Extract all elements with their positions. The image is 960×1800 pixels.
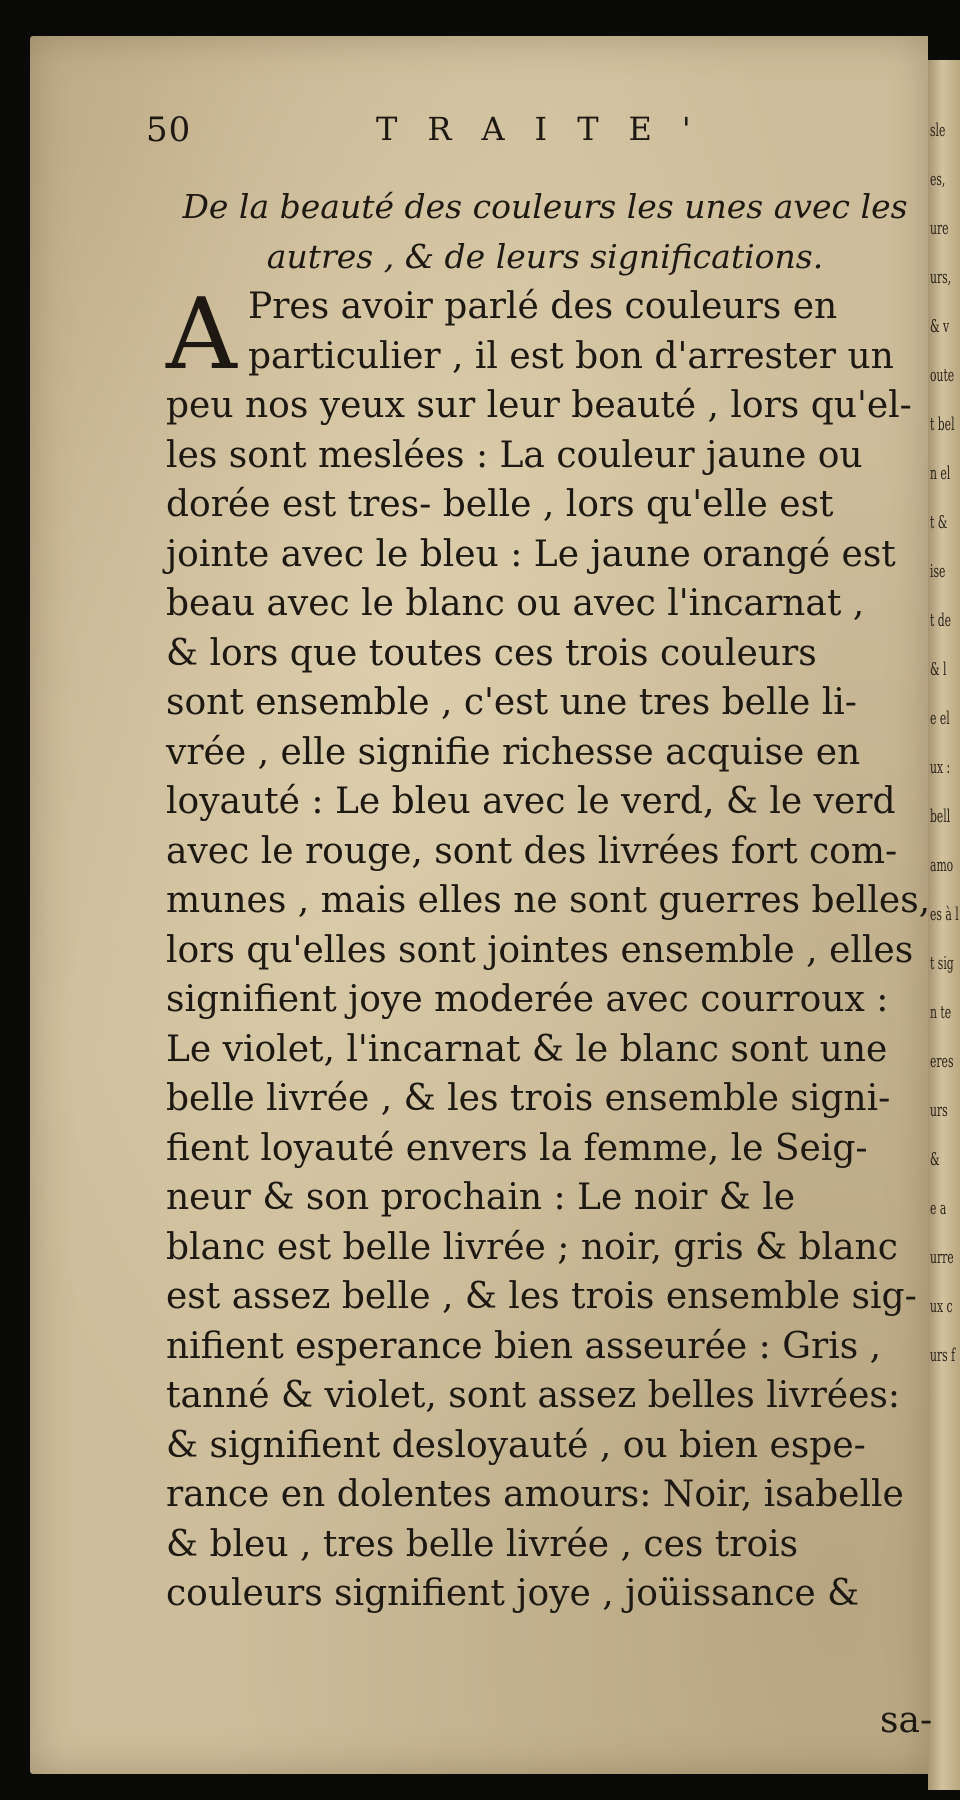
facing-page-fragment: t sig [930, 953, 954, 974]
text-line: loyauté : Le bleu avec le verd, & le verd [166, 781, 896, 822]
text-line: munes , mais elles ne sont guerres belles, [166, 880, 931, 921]
facing-page-fragment: & [930, 1149, 940, 1170]
section-heading-line: De la beauté des couleurs les unes avec les [182, 187, 908, 226]
text-line: les sont meslées : La couleur jaune ou [166, 434, 863, 476]
facing-page-fragment: eres [930, 1051, 954, 1072]
facing-page-fragment: ux : [930, 757, 951, 778]
page-header [146, 110, 836, 158]
section-heading [160, 182, 930, 282]
facing-page-fragment: t bel [930, 414, 955, 435]
text-line: blanc est belle livrée ; noir, gris & blanc [166, 1226, 898, 1268]
text-line: belle livrée , & les trois ensemble signi- [166, 1078, 891, 1119]
facing-page-fragment: e el [930, 708, 950, 729]
text-line: & lors que toutes ces trois couleurs [166, 632, 817, 674]
text-line: couleurs signifient joye , joüissance & [166, 1573, 860, 1614]
facing-page-fragment: n el [930, 463, 951, 484]
facing-page-fragment: urs f [930, 1345, 956, 1366]
facing-page-fragment: e a [930, 1198, 947, 1219]
text-line: Le violet, l'incarnat & le blanc sont une [166, 1028, 888, 1070]
text-line: peu nos yeux sur leur beauté , lors qu'el- [166, 385, 912, 426]
text-line: neur & son prochain : Le noir & le [166, 1177, 796, 1218]
facing-page-fragment: t & [930, 512, 948, 533]
section-heading-line: autres , & de leurs significations. [266, 237, 824, 276]
facing-page-fragment: oute [930, 365, 955, 386]
facing-page-fragment: ure [930, 218, 949, 239]
text-line: lors qu'elles sont jointes ensemble , elles [166, 929, 914, 971]
facing-page-fragment: urs, [930, 267, 952, 288]
text-line: nifient esperance bien asseurée : Gris , [166, 1325, 882, 1367]
facing-page-fragment: es à l [930, 904, 959, 925]
text-line: signifient joye moderée avec courroux : [166, 979, 889, 1020]
text-line: avec le rouge, sont des livrées fort com- [166, 830, 898, 872]
facing-page-fragment: & v [930, 316, 950, 337]
text-line: tanné & violet, sont assez belles livrées: [166, 1375, 900, 1416]
text-line: dorée est tres- belle , lors qu'elle est [166, 484, 834, 525]
facing-page-fragment: amo [930, 855, 954, 876]
facing-page-fragment: urre [930, 1247, 954, 1268]
facing-page-fragment: t de [930, 610, 952, 631]
text-line: rance en dolentes amours: Noir, isabelle [166, 1474, 904, 1515]
facing-page-fragment: es, [930, 169, 946, 190]
facing-page-fragment: sle [930, 120, 946, 141]
text-line: vrée , elle signifie richesse acquise en [166, 731, 861, 773]
drop-cap: A [166, 278, 237, 392]
facing-page-fragment: bell [930, 806, 951, 827]
text-line: Pres avoir parlé des couleurs en [248, 286, 838, 327]
running-title: TRAITE' [376, 110, 721, 148]
page-number: 50 [146, 110, 192, 150]
text-line: sont ensemble , c'est une tres belle li- [166, 682, 857, 723]
text-line: jointe avec le bleu : Le jaune orangé est [166, 533, 896, 575]
text-line: & bleu , tres belle livrée , ces trois [166, 1523, 799, 1565]
facing-page-fragment: n te [930, 1002, 952, 1023]
facing-page-fragment: & l [930, 659, 947, 680]
facing-page-fragment: urs [930, 1100, 948, 1121]
text-line: est assez belle , & les trois ensemble sig- [166, 1276, 917, 1317]
facing-page-fragment: ise [930, 561, 946, 582]
text-line: & signifient desloyauté , ou bien espe- [166, 1424, 866, 1466]
body-text [166, 278, 936, 1619]
facing-page-fragment: ux c [930, 1296, 953, 1317]
text-line: particulier , il est bon d'arrester un [248, 335, 894, 377]
catchword: sa- [880, 1700, 933, 1741]
text-line: fient loyauté envers la femme, le Seig- [166, 1127, 868, 1169]
text-line: beau avec le blanc ou avec l'incarnat , [166, 583, 865, 624]
